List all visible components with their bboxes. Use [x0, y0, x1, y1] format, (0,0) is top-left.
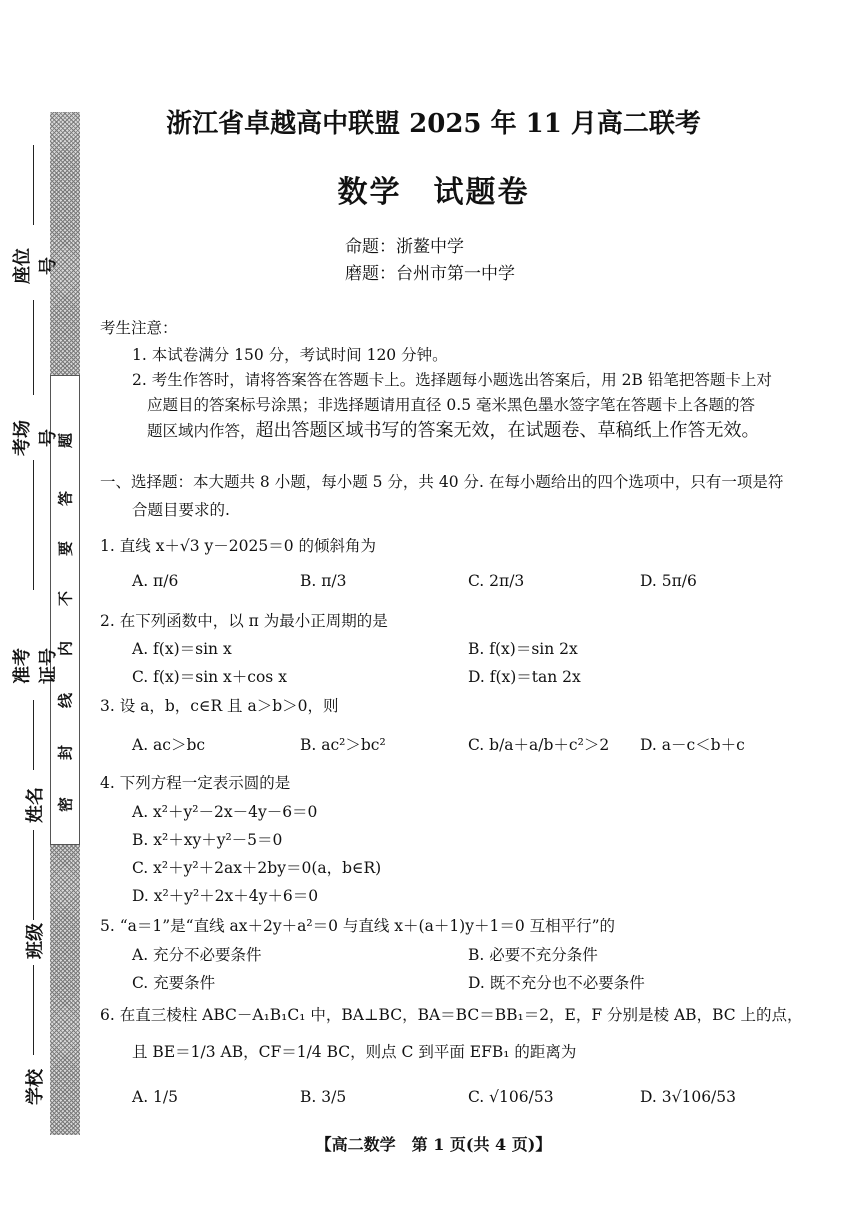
fill-line-school[interactable] — [33, 965, 34, 1055]
seal-warning-char: 要 — [56, 541, 75, 557]
question-2-option-d[interactable]: D. f(x)＝tan 2x — [468, 668, 581, 686]
section-heading-line-2: 合题目要求的. — [132, 501, 230, 519]
page-footer: 【高二数学 第 1 页(共 4 页)】 — [315, 1135, 552, 1154]
notice-item-2-line-2: 应题目的答案标号涂黑；非选择题请用直径 0.5 毫米黑色墨水签字笔在答题卡上各题的答 — [147, 396, 756, 414]
question-5-option-c[interactable]: C. 充要条件 — [132, 974, 216, 992]
binding-hatch-bottom — [50, 845, 80, 1135]
question-2-option-a[interactable]: A. f(x)＝sin x — [132, 640, 232, 658]
reviewer-line: 磨题：台州市第一中学 — [345, 264, 515, 284]
question-4-option-b[interactable]: B. x²＋xy＋y²－5＝0 — [132, 831, 283, 849]
fill-line-name[interactable] — [33, 700, 34, 770]
question-6-option-a[interactable]: A. 1/5 — [132, 1088, 178, 1106]
notice-item-2-line-1: 2. 考生作答时，请将答案答在答题卡上。选择题每小题选出答案后，用 2B 铅笔把答题卡上对 — [132, 371, 772, 389]
notice-item-2-line-3-lead: 题区域内作答， — [147, 422, 256, 440]
setter-line: 命题：浙鳌中学 — [345, 237, 464, 257]
seal-warning-char: 内 — [56, 641, 75, 657]
notice-heading: 考生注意： — [100, 319, 178, 337]
question-3-option-d[interactable]: D. a－c＜b＋c — [640, 736, 745, 754]
question-2-option-c[interactable]: C. f(x)＝sin x＋cos x — [132, 668, 287, 686]
question-4-option-c[interactable]: C. x²＋y²＋2ax＋2by＝0(a，b∈R) — [132, 859, 382, 877]
label-ticket-number: 准考证号 — [12, 648, 59, 684]
question-5-option-d[interactable]: D. 既不充分也不必要条件 — [468, 974, 645, 992]
binding-hatch-top — [50, 112, 80, 375]
label-class: 班级 — [25, 923, 46, 959]
seal-warning-char: 不 — [56, 591, 75, 607]
notice-item-1: 1. 本试卷满分 150 分，考试时间 120 分钟。 — [132, 346, 448, 364]
question-1-option-b[interactable]: B. π/3 — [300, 572, 347, 590]
question-6-stem-2: 且 BE＝1/3 AB，CF＝1/4 BC，则点 C 到平面 EFB₁ 的距离为 — [132, 1043, 577, 1061]
question-1-option-d[interactable]: D. 5π/6 — [640, 572, 697, 590]
seal-warning-char: 密 — [56, 797, 75, 813]
question-3-stem: 3. 设 a，b，c∈R 且 a＞b＞0，则 — [100, 697, 339, 715]
question-5-stem: 5. “a＝1”是“直线 ax＋2y＋a²＝0 与直线 x＋(a＋1)y＋1＝0 互相平行”的 — [100, 917, 616, 935]
question-5-option-a[interactable]: A. 充分不必要条件 — [132, 946, 262, 964]
seal-warning-char: 题 — [56, 433, 75, 449]
question-6-option-c[interactable]: C. √106/53 — [468, 1088, 554, 1106]
question-4-option-d[interactable]: D. x²＋y²＋2x＋4y＋6＝0 — [132, 887, 319, 905]
question-3-option-b[interactable]: B. ac²＞bc² — [300, 736, 386, 754]
label-school: 学校 — [25, 1069, 46, 1105]
notice-item-2-line-3 — [147, 416, 760, 442]
seal-warning-char: 线 — [56, 693, 75, 709]
question-2-stem: 2. 在下列函数中，以 π 为最小正周期的是 — [100, 612, 388, 630]
question-1-option-c[interactable]: C. 2π/3 — [468, 572, 525, 590]
section-heading-line-1: 一、选择题：本大题共 8 小题，每小题 5 分，共 40 分. 在每小题给出的四个选项中，只有一项是符 — [100, 473, 784, 491]
exam-title: 浙江省卓越高中联盟 2025 年 11 月高二联考 — [166, 109, 701, 139]
seal-warning-char: 答 — [56, 491, 75, 507]
question-4-option-a[interactable]: A. x²＋y²－2x－4y－6＝0 — [132, 803, 318, 821]
fill-line-class[interactable] — [33, 830, 34, 920]
question-3-option-c[interactable]: C. b/a＋a/b＋c²＞2 — [468, 736, 610, 754]
notice-emphasis: 超出答题区域书写的答案无效，在试题卷、草稿纸上作答无效。 — [255, 420, 760, 441]
label-seat-number: 座位号 — [12, 248, 59, 284]
question-3-option-a[interactable]: A. ac＞bc — [132, 736, 206, 754]
question-2-option-b[interactable]: B. f(x)＝sin 2x — [468, 640, 578, 658]
question-6-option-b[interactable]: B. 3/5 — [300, 1088, 347, 1106]
seal-warning-char: 封 — [56, 745, 75, 761]
question-5-option-b[interactable]: B. 必要不充分条件 — [468, 946, 598, 964]
fill-line-room[interactable] — [33, 300, 34, 395]
question-6-option-d[interactable]: D. 3√106/53 — [640, 1088, 736, 1106]
label-exam-room: 考场号 — [12, 420, 59, 456]
fill-line-ticket[interactable] — [33, 460, 34, 590]
question-4-stem: 4. 下列方程一定表示圆的是 — [100, 774, 291, 792]
exam-subtitle: 数学 试题卷 — [337, 175, 530, 210]
label-name: 姓名 — [25, 787, 46, 823]
question-1-stem: 1. 直线 x＋√3 y－2025＝0 的倾斜角为 — [100, 537, 377, 555]
question-6-stem: 6. 在直三棱柱 ABC－A₁B₁C₁ 中，BA⊥BC，BA＝BC＝BB₁＝2，E，F 分别是棱 AB，BC 上的点， — [100, 1006, 803, 1024]
question-1-option-a[interactable]: A. π/6 — [132, 572, 179, 590]
